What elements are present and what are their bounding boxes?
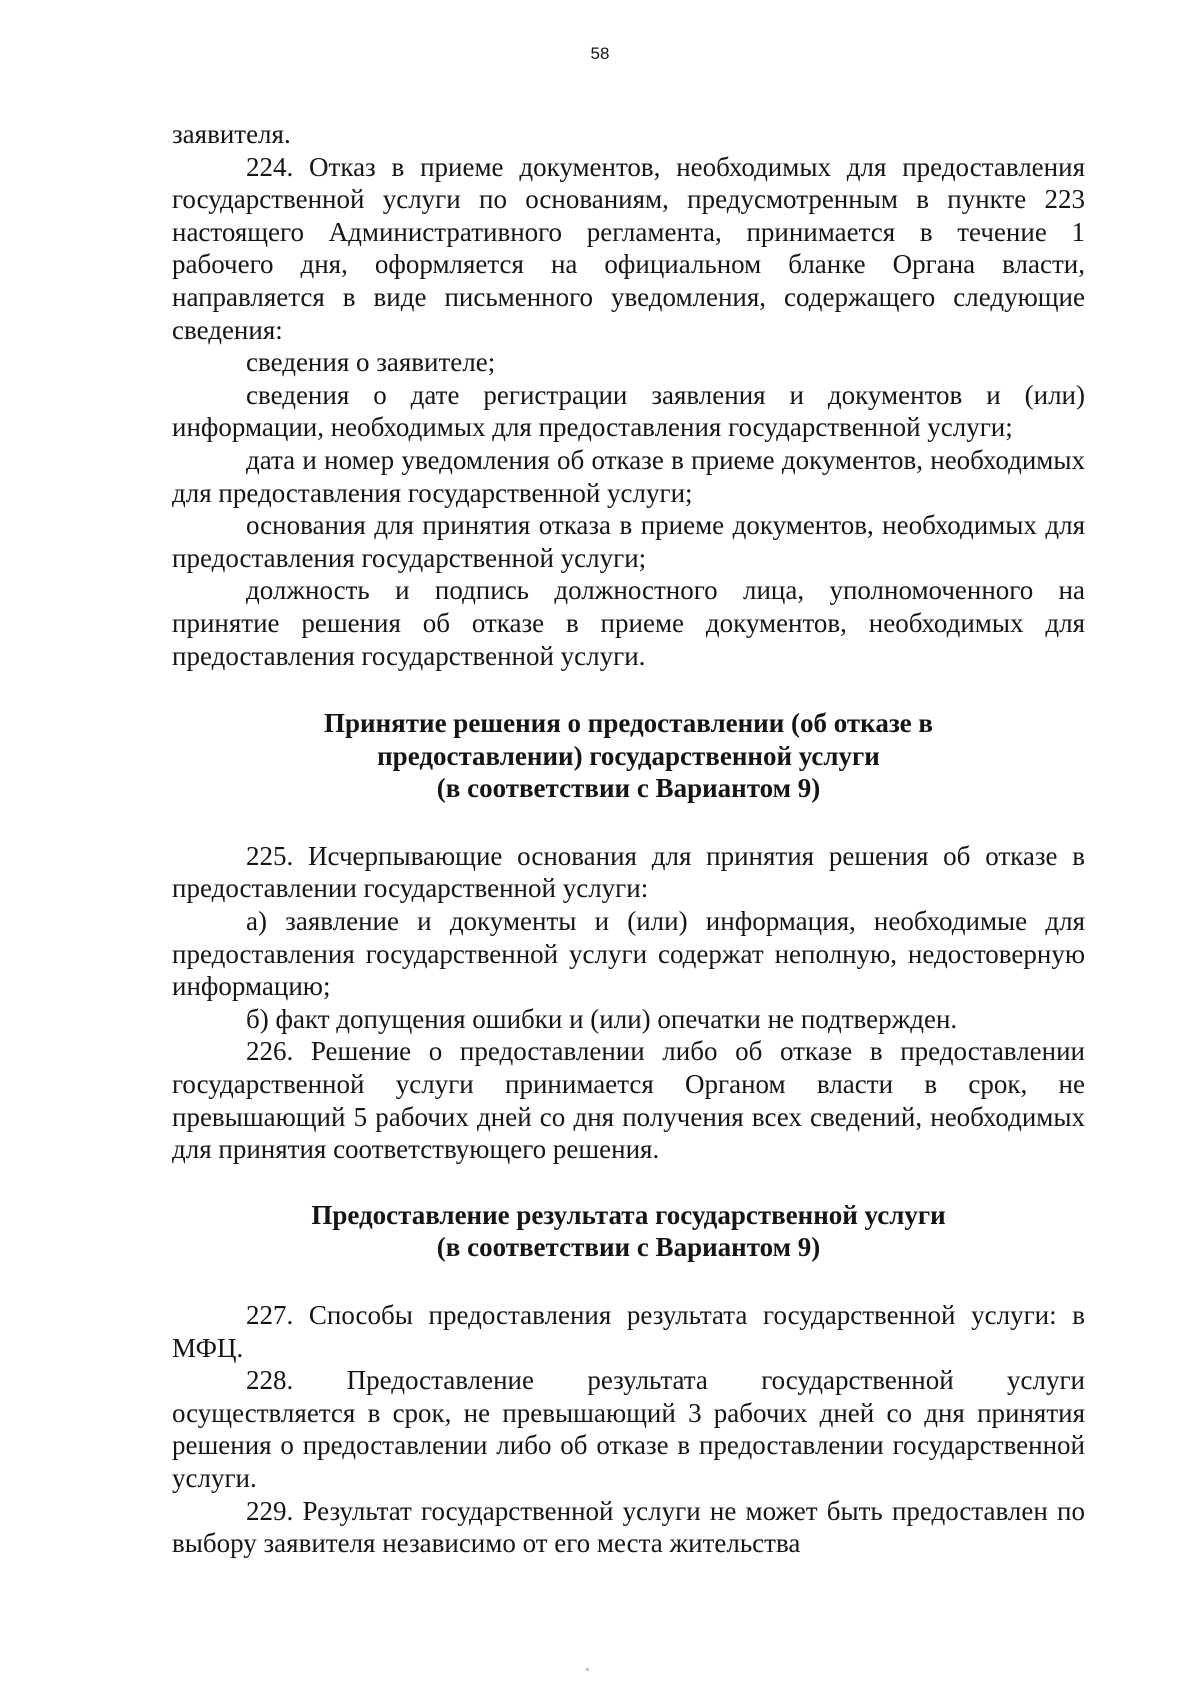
paragraph-228: 228. Предоставление результата государственной услуги осуществляется в срок, не превышающий 3 рабочих дней со дня принятия решения о предоставлении либо об отказе в предоставлении государственной услуги. [172, 1365, 1085, 1493]
list-item-registration-date: сведения о дате регистрации заявления и документов и (или) информации, необходимых для предоставления государственной услуги; [172, 379, 1085, 443]
list-item-notice-number: дата и номер уведомления об отказе в приеме документов, необходимых для предоставления государственной услуги; [172, 444, 1085, 508]
section-decision-body [172, 840, 1085, 1166]
paragraph-continuation: заявителя. [172, 119, 291, 149]
section-result-body [172, 1299, 1085, 1560]
page-number: 58 [590, 44, 610, 63]
section-heading-result [172, 1199, 1085, 1264]
paragraph-229: 229. Результат государственной услуги не может быть предоставлен по выбору заявителя независимо от его места жительства [172, 1495, 1085, 1559]
list-item-refusal-grounds: основания для принятия отказа в приеме документов, необходимых для предоставления государственной услуги; [172, 510, 1085, 573]
section-heading-line: предоставлении) государственной услуги [377, 740, 880, 771]
paragraph-224: 224. Отказ в приеме документов, необходимых для предоставления государственной услуги по основаниям, предусмотренным в пункте 223 настоящего Административного регламента, принимается в течение 1 рабочего дня, оформляется на официальном бланке Органа власти, направляется в виде письменного уведомления, содержащего следующие сведения: [172, 151, 1085, 345]
section-heading-line: (в соответствии с Вариантом 9) [436, 1232, 821, 1263]
list-item-applicant-info: сведения о заявителе; [246, 347, 496, 378]
scan-speck [586, 1668, 589, 1671]
section-heading-line: Предоставление результата государственной услуги [311, 1199, 946, 1230]
list-item-official-signature: должность и подпись должностного лица, уполномоченного на принятие решения об отказе в приеме документов, необходимых для предоставления государственной услуги. [172, 575, 1085, 671]
section-heading-decision [172, 707, 1085, 805]
list-item-a: а) заявление и документы и (или) информация, необходимые для предоставления государственной услуги содержат неполную, недостоверную информацию; [172, 906, 1085, 1002]
paragraph-227: 227. Способы предоставления результата государственной услуги: в МФЦ. [172, 1300, 1085, 1363]
document-body [172, 118, 1085, 1560]
paragraph-226: 226. Решение о предоставлении либо об отказе в предоставлении государственной услуги принимается Органом власти в срок, не превышающий 5 рабочих дней со дня получения всех сведений, необходимых для принятия соответствующего решения. [172, 1036, 1085, 1165]
paragraph-225: 225. Исчерпывающие основания для принятия решения об отказе в предоставлении государственной услуги: [172, 840, 1085, 904]
section-heading-line: Принятие решения о предоставлении (об отказе в [324, 708, 933, 739]
section-heading-line: (в соответствии с Вариантом 9) [436, 773, 821, 804]
list-item-b: б) факт допущения ошибки и (или) опечатки не подтвержден. [246, 1003, 958, 1034]
